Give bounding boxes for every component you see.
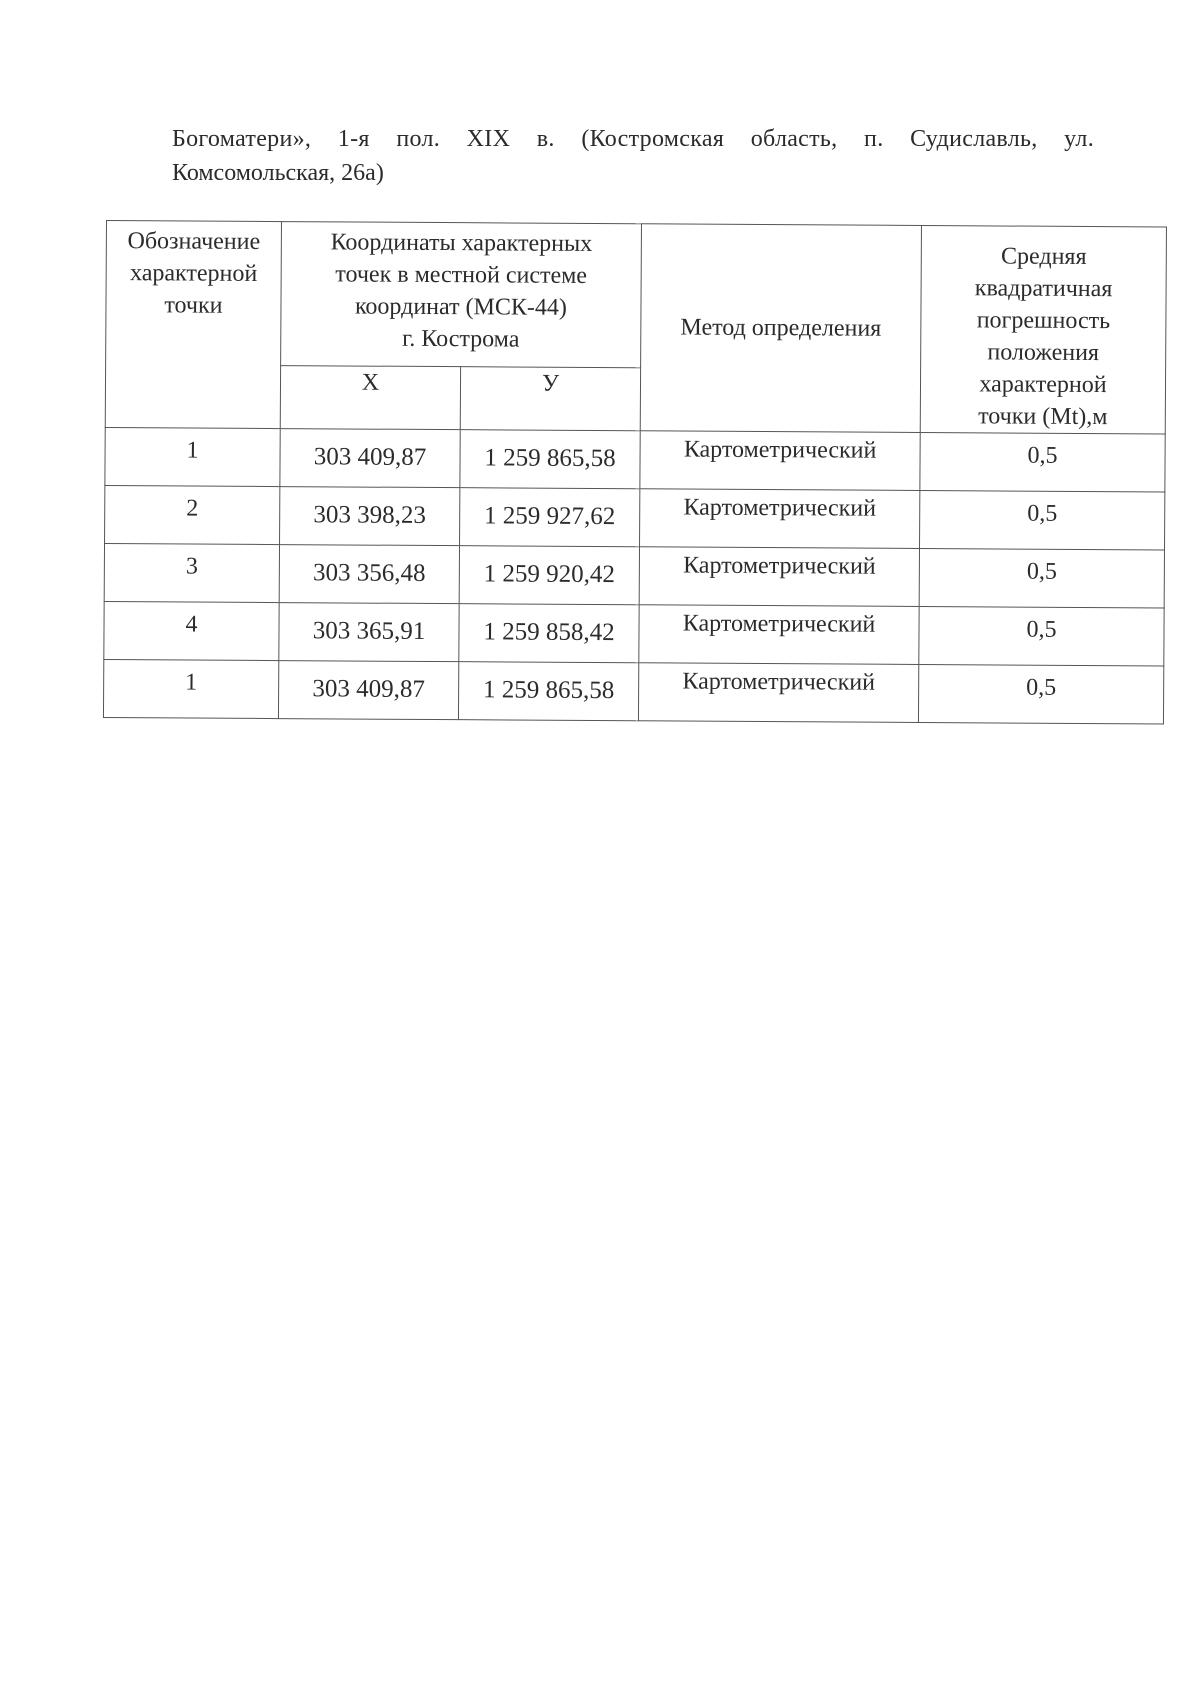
header-method: Метод определения xyxy=(640,224,921,433)
cell-x: 303 365,91 xyxy=(279,603,459,662)
table-row xyxy=(103,659,1163,723)
table-row xyxy=(105,485,1165,549)
cell-point: 1 xyxy=(103,659,278,718)
cell-x: 303 409,87 xyxy=(278,661,458,720)
cell-error: 0,5 xyxy=(920,432,1165,491)
cell-y: 1 259 865,58 xyxy=(460,430,640,489)
header-coordinates-line: г. Кострома xyxy=(402,325,520,353)
cell-y: 1 259 858,42 xyxy=(459,604,639,663)
header-x: X xyxy=(280,366,460,430)
table-row xyxy=(105,427,1165,491)
cell-method: Картометрический xyxy=(640,489,920,549)
header-point-designation xyxy=(105,221,281,429)
cell-x: 303 356,48 xyxy=(279,545,459,604)
cell-point: 1 xyxy=(105,427,280,486)
cell-error: 0,5 xyxy=(919,606,1164,665)
header-coordinates-line: координат (МСК-44) xyxy=(354,293,567,321)
header-error-line: квадратичная xyxy=(974,275,1113,303)
header-coordinates-line: точек в местной системе xyxy=(335,261,588,289)
header-error-line: положения xyxy=(987,339,1100,367)
cell-x: 303 398,23 xyxy=(280,487,460,546)
header-error-line: погрешность xyxy=(976,307,1111,335)
header-y: У xyxy=(460,367,640,431)
cell-error: 0,5 xyxy=(918,664,1163,723)
intro-paragraph xyxy=(172,122,1094,190)
table-row xyxy=(104,601,1164,665)
cell-method: Картометрический xyxy=(639,547,919,607)
cell-error: 0,5 xyxy=(919,548,1164,607)
intro-line-2: Комсомольская, 26а) xyxy=(172,160,384,186)
header-mean-square-error xyxy=(920,225,1166,433)
cell-y: 1 259 927,62 xyxy=(460,488,640,547)
header-error-line: точки (Mt),м xyxy=(978,403,1108,431)
header-coordinates xyxy=(281,222,642,368)
cell-point: 3 xyxy=(104,543,279,602)
intro-line-1: Богоматери», 1-я пол. XIX в. (Костромская область, п. Судиславль, ул. xyxy=(172,126,1094,152)
cell-point: 4 xyxy=(104,601,279,660)
header-designation-line: характерной xyxy=(130,260,258,287)
header-designation-line: Обозначение xyxy=(127,228,261,255)
cell-method: Картометрический xyxy=(639,605,919,665)
header-error-line: характерной xyxy=(979,371,1107,399)
header-coordinates-line: Координаты характерных xyxy=(330,229,593,257)
cell-point: 2 xyxy=(105,485,280,544)
cell-x: 303 409,87 xyxy=(280,429,460,488)
table-header-row xyxy=(106,221,1167,372)
table-row xyxy=(104,543,1164,607)
cell-error: 0,5 xyxy=(920,490,1165,549)
header-error-line: Средняя xyxy=(1000,243,1087,270)
header-designation-line: точки xyxy=(164,292,223,319)
cell-y: 1 259 865,58 xyxy=(458,662,638,721)
coordinates-table xyxy=(103,220,1167,724)
cell-method: Картометрический xyxy=(638,663,918,723)
cell-y: 1 259 920,42 xyxy=(459,546,639,605)
cell-method: Картометрический xyxy=(640,431,920,491)
